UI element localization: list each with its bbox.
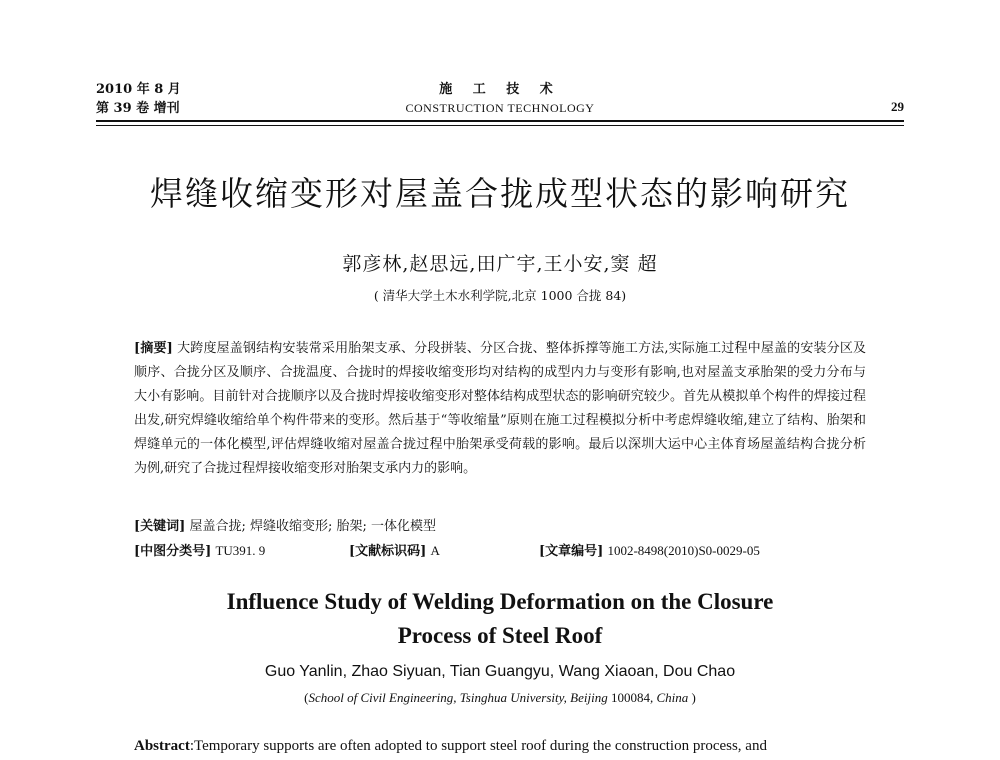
doc-code-label: [文献标识码] xyxy=(349,544,427,559)
issue-volume: 第 39 卷 增刊 xyxy=(96,101,180,116)
abstract-cn-text: 大跨度屋盖钢结构安装常采用胎架支承、分段拼装、分区合拢、整体拆撑等施工方法,实际施工过程中屋盖的安装分区及顺序、合拢分区及顺序、合拢温度、合拢时的焊接收缩变形均对结构的成型内力与变形有影响,也对屋盖支承胎架的受力分布与大小有影响。目前针对合拢顺序以及合拢时焊接收缩变形对整体结构成型状态的影响研究较少。首先从模拟单个构件的焊接过程出发,研究焊缝收缩给单个构件带来的变形。然后基于“等收缩量”原则在施工过程模拟分析中考虑焊缝收缩,建立了结构、胎架和焊缝单元的一体化模型,评估焊缝收缩对屋盖合拢过程中胎架承受荷载的影响。最后以深圳大运中心主体育场屋盖结构合拢分析为例,研究了合拢过程焊接收缩变形对胎架支承内力的影响。 xyxy=(134,341,866,476)
clc-label: [中图分类号] xyxy=(134,544,212,559)
issue-date: 2010 年 8 月 xyxy=(96,82,181,97)
affiliation-cn: ( 清华大学土木水利学院,北京 1000 合拢 84) xyxy=(373,288,627,303)
article-number-label: [文章编号] xyxy=(539,544,604,559)
article-number xyxy=(539,540,874,563)
abstract-en-text: :Temporary supports are often adopted to support steel roof during the construction process, and xyxy=(189,738,767,754)
authors-en: Guo Yanlin, Zhao Siyuan, Tian Guangyu, Wang Xiaoan, Dou Chao xyxy=(264,663,736,680)
abstract-cn xyxy=(134,337,866,481)
paper-title-en-line2: Process of Steel Roof xyxy=(397,623,603,648)
journal-name xyxy=(0,80,1000,118)
keywords-label: [关键词] xyxy=(134,519,186,534)
journal-name-en: CONSTRUCTION TECHNOLOGY xyxy=(405,101,595,115)
clc-number xyxy=(134,540,349,563)
paper-title-cn: 焊缝收缩变形对屋盖合拢成型状态的影响研究 xyxy=(150,174,850,213)
classification-row xyxy=(134,540,874,563)
affiliation-en-institution: School of Civil Engineering, Tsinghua University, Beijing xyxy=(308,690,608,705)
article-number-value: 1002-8498(2010)S0-0029-05 xyxy=(607,543,760,558)
keywords-text: 屋盖合拢; 焊缝收缩变形; 胎架; 一体化模型 xyxy=(189,519,436,534)
keywords-cn xyxy=(134,516,874,538)
abstract-en-label: Abstract xyxy=(134,738,190,754)
journal-name-cn: 施 工 技 术 xyxy=(439,82,561,97)
page-number: 29 xyxy=(891,99,904,114)
header-rule-thin xyxy=(96,125,904,126)
affiliation-en-postcode: 100084 xyxy=(610,690,650,705)
doc-code-value: A xyxy=(430,543,440,558)
document-code xyxy=(349,540,539,563)
affiliation-en-country: , China xyxy=(649,690,689,705)
header-rule-thick xyxy=(96,120,904,122)
paper-title-en-line1: Influence Study of Welding Deformation on the Closure xyxy=(226,589,774,614)
authors-cn: 郭彦林,赵思远,田广宇,王小安,窦 超 xyxy=(342,253,658,275)
clc-value: TU391. 9 xyxy=(215,543,266,558)
affiliation-en-close: ) xyxy=(691,690,696,705)
affiliation-en-open: ( xyxy=(304,690,309,705)
paper-title-en xyxy=(0,585,1000,653)
affiliation-en xyxy=(0,690,1000,706)
abstract-cn-label: [摘要] xyxy=(134,341,173,356)
abstract-en xyxy=(134,738,874,755)
